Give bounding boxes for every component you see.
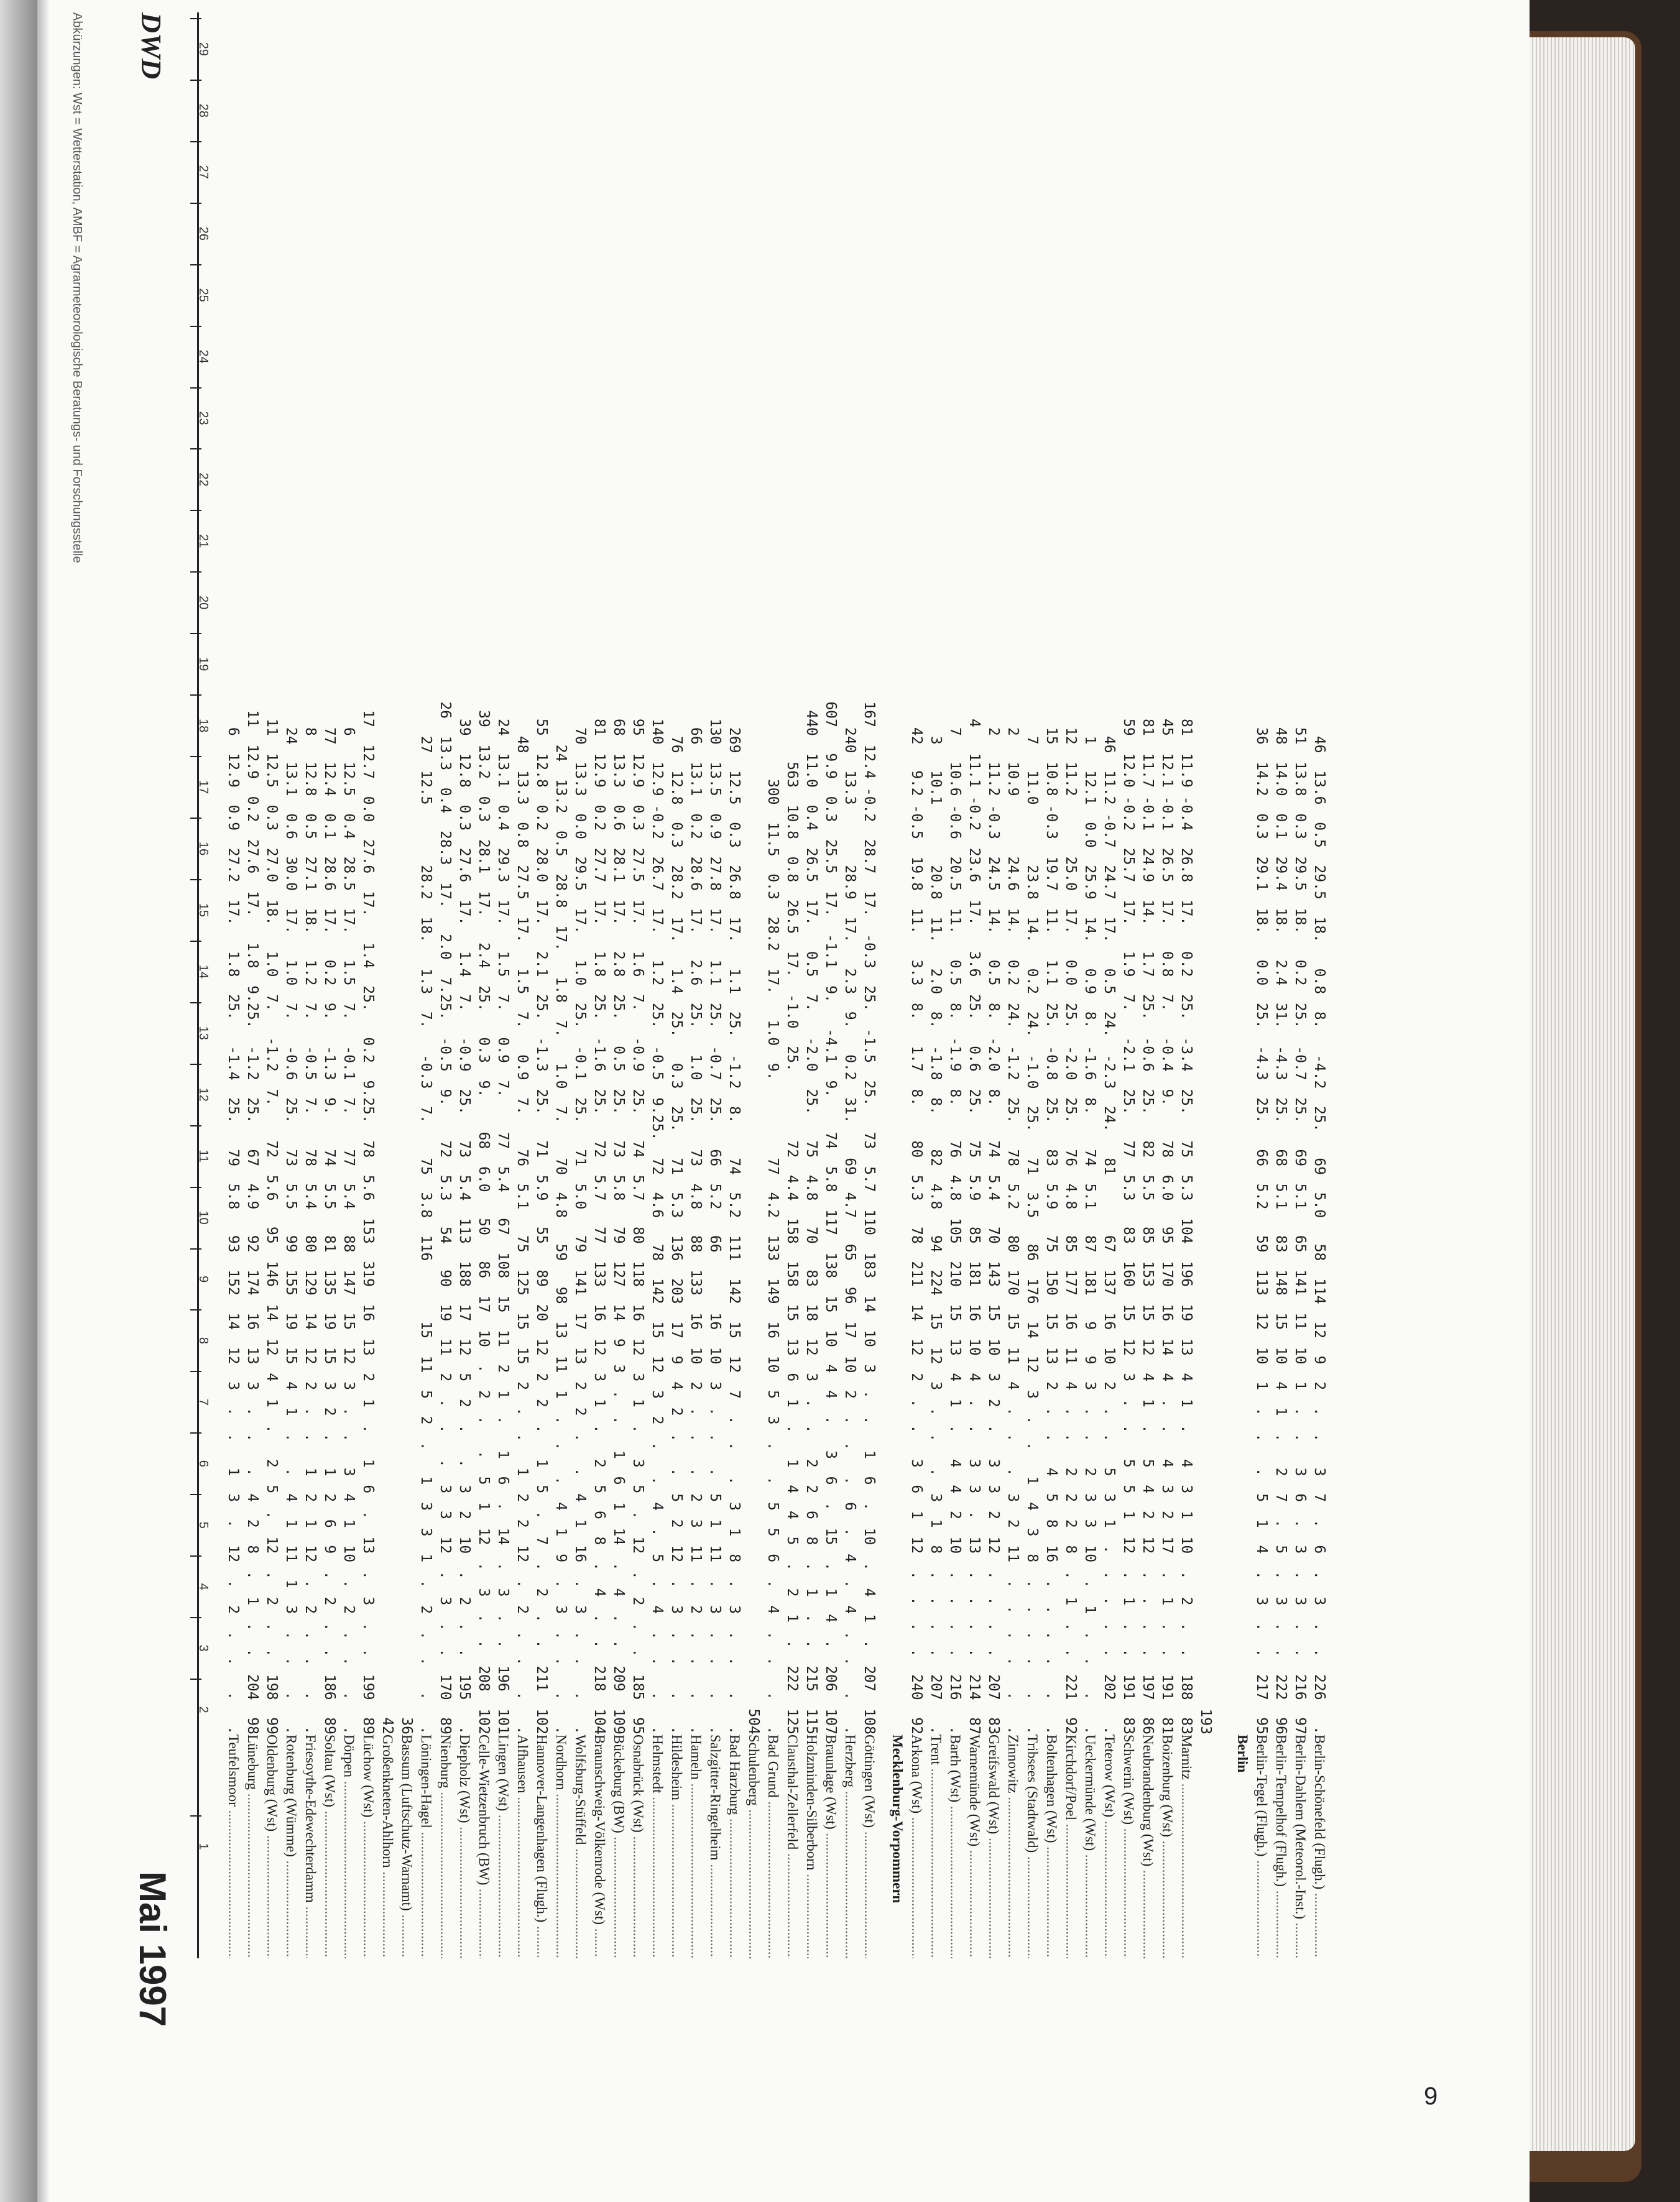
station-values [648,12,667,1734]
station-values-text: 2 11.2 -0.3 24.5 14. 0.5 8. -2.0 8. 74 5.4 70 143 15 10 3 2 . 3 3 2 12 . . . . 207 83 [985,727,1002,1734]
table-row [1196,12,1215,1958]
abbreviation-note: Abkürzungen: Wst = Wetterstation, AMBF = Agrarmeteorologische Beratungs- und Forschungsstelle [70,12,84,563]
station-name: Boizenburg (Wst) ..... [1158,1734,1176,1958]
table-row [725,12,744,1958]
station-values [320,12,339,1734]
table-row [320,12,339,1958]
station-values [1119,12,1138,1734]
station-values [339,12,358,1734]
station-values-text: 36 14.2 0.3 29.1 18. 0.0 25. -4.3 25. 66 5.2 59 113 12 10 1 . . . 5 1 4 . 3 . . 217 95 [1253,727,1270,1734]
column-number: 14 [196,964,210,979]
station-values-text: 95 12.9 0.3 27.5 17. 1.6 7. -0.9 25. 74 5.7 80 118 16 12 3 1 . 3 5 . 12 . 2 . . 185 95 [630,719,646,1734]
column-number: 11 [196,1149,210,1163]
station-values-text: 24 13.1 0.6 30.0 17. 1.0 7. -0.6 25. 73 5.5 99 155 19 15 4 1 . . 4 1 11 1 3 . . . . [283,727,299,1734]
column-tick [190,1371,201,1372]
station-name: Braunlage (Wst) ..... [821,1734,840,1958]
station-values [532,12,551,1734]
table-row [965,12,984,1958]
station-values-text: 6 12.9 0.9 27.2 17. 1.8 25. -1.4 25. 79 5.8 93 152 14 12 3 . . 1 3 . 12 . 2 . . . . [225,727,241,1734]
column-number: 15 [196,903,210,918]
table-row [984,12,1003,1958]
station-values [571,12,589,1734]
station-values [667,12,686,1734]
station-values-text: 15 10.8 -0.3 19.7 11. 1.1 25. -0.8 25. 83 5.9 75 150 15 13 2 . . 4 5 8 16 . . . . . . [1043,727,1059,1734]
station-name: Kirchdorf/Poel ..... [1061,1734,1080,1958]
station-name: Hildesheim ..... [667,1734,686,1958]
station-values [783,12,801,1734]
column-tick [190,1187,201,1188]
column-number: 16 [196,841,210,856]
month-title: Mai 1997 [132,1871,173,2027]
column-number: 21 [196,534,210,548]
station-values [1061,12,1080,1734]
station-values-text: 563 10.8 0.8 26.5 17. -1.0 25. 72 4.4 158 158 15 13 6 1 . 1 4 4 5 . 2 1 . 222 125 [784,762,800,1734]
column-tick [190,1064,201,1065]
station-values-text: 269 12.5 0.3 26.8 17. 1.1 25. -1.2 8. 74 5.2 111 142 15 12 7 . . . 3 1 8 . 3 . . . . [726,727,742,1734]
station-values-text: 51 13.8 0.3 29.5 18. 0.2 25. -0.7 25. 69 5.1 65 141 11 10 1 . . 3 6 . 3 . 3 . . 216 97 [1292,727,1308,1734]
station-values-text: 1 12.1 0.0 25.9 14. 0.9 8. -1.6 8. 74 5.1 87 181 9 9 3 . . 2 3 3 10 . 1 . . . . [1082,735,1098,1734]
station-values-text: 46 11.2 -0.7 24.7 17. 0.5 24. -2.3 24. 81 67 137 16 10 2 . . 5 3 1 . . . . . 202 . [1101,735,1117,1734]
column-tick [190,818,201,819]
table-row [513,12,532,1958]
station-values-text: 3 10.1 20.8 11. 2.0 8. -1.8 8. 82 4.8 94 224 15 12 3 . . . 3 1 8 . . . . 207 . [928,735,944,1734]
column-tick [190,941,201,942]
station-name: Lingen (Wst) ..... [494,1734,512,1958]
column-tick [190,326,201,327]
station-name: Arkona (Wst) ..... [907,1734,926,1958]
rotated-table-sheet [37,12,1530,2126]
station-values-text: 240 13.3 28.9 17. 2.3 9. 0.2 31. 69 4.7 65 96 17 10 2 . . . 6 . 4 . 4 . . . . [842,727,858,1734]
station-values-text: 12 11.2 25.0 17. 0.0 25. -2.0 25. 76 4.8 85 177 16 11 4 . . 2 2 2 8 . 1 . . 221 92 [1063,727,1079,1734]
table-row [1158,12,1176,1958]
table-row [243,12,262,1958]
page-number: 9 [1424,2083,1438,2110]
station-values-text: 39 12.8 0.3 27.6 17. 1.4 7. -0.9 25. 73 5.4 113 188 17 12 5 2 . . 3 2 10 . 2 . . 195 . [456,719,473,1734]
station-name: Nordhorn ..... [552,1734,570,1958]
station-name: Ueckermünde (Wst) ..... [1081,1734,1099,1958]
table-row [1119,12,1138,1958]
table-row [397,12,416,1958]
station-name: Zinnowitz ..... [1004,1734,1022,1958]
station-values [474,12,493,1734]
group-heading-label: Berlin [1235,1734,1250,1773]
station-name: Diepholz (Wst) ..... [455,1734,474,1958]
table-row [436,12,455,1958]
station-values-text: 36 [399,1717,415,1734]
station-name: Hannover-Langenhagen (Flugh.) ..... [532,1734,551,1958]
station-name: Alfhausen ..... [513,1734,532,1958]
station-values [764,12,782,1734]
station-values-text: 81 11.9 -0.4 26.8 17. 0.2 25. -3.4 25. 75 5.3 104 196 19 13 4 1 . 4 3 1 10 . 2 . . 188 83 [1178,719,1194,1734]
station-values-text: 48 14.0 0.1 29.4 18. 2.4 31. -4.3 25. 68 5.1 83 148 15 10 4 1 . 2 7 . 5 . 3 . . 222 96 [1273,727,1289,1734]
station-name: Barth (Wst) ..... [946,1734,964,1958]
table-row [1177,12,1196,1958]
climate-table [205,12,1530,1958]
station-values-text: 26 13.3 0.4 28.3 17. 2.0 7.25. -0.5 9. 72 5.3 54 90 19 11 2 . . . 3 3 12 . 3 . . 170 89 [437,701,453,1734]
station-name: Salzgitter-Ringelheim ..... [706,1734,724,1958]
station-values-text: 27 12.5 28.2 18. 1.3 7. -0.3 7. 75 3.8 116 15 11 5 2 . 1 3 3 1 . 2 . . . . [418,735,434,1734]
station-name: Celle-Wietzenbruch (BW) ..... [474,1734,493,1958]
station-values-text: 70 13.3 0.0 29.5 17. 1.0 25. -0.1 25. 71 5.0 79 141 17 13 2 2 . . 4 1 16 . 3 . . . . [572,727,588,1734]
station-values [282,12,300,1734]
station-name: Tribsees (Stadtwald) ..... [1023,1734,1041,1958]
station-values-text: 193 [1198,1708,1214,1734]
column-number: 4 [196,1583,210,1590]
station-values-text: 17 12.7 0.0 27.6 17. 1.4 25. 0.2 9.25. 78 5.6 153 319 16 13 2 1 . 1 6 . 13 . 3 . . 199 89 [360,710,376,1734]
station-values [1100,12,1119,1734]
column-number: 10 [196,1210,210,1225]
table-row [1138,12,1157,1958]
station-name: Greifswald (Wst) ..... [984,1734,1003,1958]
table-row [1023,12,1041,1958]
station-values-text: 68 13.3 0.6 28.1 17. 2.8 25. 0.5 25. 73 5.8 79 127 14 9 3 . . 1 6 1 14 . 4 . . 209 109 [611,719,627,1734]
table-row [744,12,763,1958]
table-row [946,12,964,1958]
station-values-text: 48 13.3 0.8 27.5 17. 1.5 7. 0.9 7. 76 5.1 75 125 15 15 2 . . 1 2 2 12 . 2 . . . . [514,735,530,1734]
column-number: 20 [196,596,210,610]
station-values [609,12,628,1734]
station-values [1252,12,1271,1734]
station-values [590,12,609,1734]
column-tick [190,387,201,389]
station-name: Göttingen (Wst) ..... [860,1734,879,1958]
station-values-text: 607 9.9 0.3 25.5 17. -1.1 9. -4.1 9. 74 5.8 117 138 15 10 4 4 . 3 6 . 15 . 1 4 . 206 107 [823,701,839,1734]
station-name: Neubrandenburg (Wst) ..... [1138,1734,1157,1958]
station-values [686,12,705,1734]
station-values-text: 440 11.0 0.4 26.5 17. 0.5 7. -2.0 25. 75 4.8 70 83 18 12 3 . . 2 2 6 8 . 1 . . 215 115 [803,710,819,1734]
station-values [1177,12,1196,1734]
table-row [359,12,377,1958]
table-row [1042,12,1061,1958]
station-values [744,12,763,1734]
station-values [629,12,647,1734]
station-values [1138,12,1157,1734]
column-tick [190,1125,201,1126]
table-row [494,12,512,1958]
column-tick [190,1309,201,1311]
station-values-text: 6 12.5 0.4 28.5 17. 1.5 7. -0.1 7. 77 5.4 88 147 15 12 3 . . 3 4 1 10 . 2 . . . . [341,727,357,1734]
column-number: 29 [196,42,210,57]
station-values-text: 140 12.9 -0.2 26.7 17. 1.2 25. -0.5 9.25. 72 4.6 78 142 15 12 3 2 . . 4 . 5 . 4 . . . . [649,719,665,1734]
table-row [860,12,879,1958]
column-number: 28 [196,103,210,117]
station-values [802,12,821,1734]
table-row [301,12,320,1958]
column-tick [190,80,201,81]
column-number: 13 [196,1026,210,1040]
station-name: Wolfsburg-Stüffeld ..... [571,1734,589,1958]
column-tick [190,571,201,573]
station-values [907,12,926,1734]
station-name: Marnitz ..... [1177,1734,1196,1958]
station-name: Bückeburg (BW) ..... [609,1734,628,1958]
station-values [455,12,474,1734]
station-values [397,12,416,1734]
column-tick [190,1494,201,1495]
station-values-text: 7 11.0 23.8 14. 0.2 24. -1.0 25. 71 3.5 86 176 14 12 3 . . 1 4 3 8 . . . . . . [1024,735,1040,1734]
column-number: 2 [196,1706,210,1713]
column-tick [190,1002,201,1003]
station-values-text: 42 9.2 -0.5 19.8 11. 3.3 8. 1.7 8. 80 5.3 78 211 14 12 2 . . 3 6 1 12 . . . . 240 92 [908,727,925,1734]
station-name: Lüchow (Wst) ..... [359,1734,377,1958]
station-values [494,12,512,1734]
column-number: 24 [196,349,210,364]
station-name: Osnabrück (Wst) ..... [629,1734,647,1958]
column-tick [190,141,201,142]
station-values [224,12,242,1734]
table-row [686,12,705,1958]
station-values-text: 24 13.2 0.5 28.8 17. 1.8 7. 1.0 7. 70 4.8 59 98 13 11 1 . . . 4 1 9 . 3 . . . . [553,744,569,1734]
station-values [1004,12,1022,1734]
station-values [1272,12,1290,1734]
group-heading [1233,12,1252,1958]
table-row [821,12,840,1958]
station-values [946,12,964,1734]
station-values [860,12,879,1734]
table-row [706,12,724,1958]
station-values-text: 24 13.1 0.4 29.3 17. 1.5 7. 0.9 7. 77 5.4 67 108 15 11 2 1 . 1 6 . 14 . 3 . . 196 101 [495,719,511,1734]
station-values-text: 130 13.5 0.9 27.8 17. 1.1 25. -0.7 25. 66 5.2 66 16 10 3 . . . 5 1 11 . 3 . . . . [707,719,723,1734]
station-name: Herzberg ..... [841,1734,859,1958]
page-edges [1511,37,1635,2151]
group-heading [888,12,907,1958]
station-values-text: 11 12.5 0.3 27.0 18. 1.0 7. -1.2 7. 72 5.6 95 146 14 12 4 1 . 2 5 . 12 . 2 . . 198 99 [264,719,280,1734]
station-values-text: 81 12.9 0.2 27.7 17. 1.8 25. -1.6 25. 72 5.7 77 133 16 12 3 1 . 2 5 6 8 . 4 . . 218 104 [591,719,607,1734]
station-values [1023,12,1041,1734]
station-name: Lüneburg ..... [243,1734,262,1958]
table-row [609,12,628,1958]
station-values-text: 76 12.8 0.3 28.2 17. 1.4 25. 0.3 25. 71 5.3 136 203 17 9 4 2 . . 5 2 12 . 3 . . . . [668,735,685,1734]
table-row [1004,12,1022,1958]
column-tick [190,694,201,696]
table-row [532,12,551,1958]
facing-page-edge [0,0,37,2202]
column-number: 7 [196,1398,210,1406]
station-name: Teterow (Wst) ..... [1100,1734,1119,1958]
station-values [301,12,320,1734]
station-values-text: 4 11.1 -0.2 23.6 17. 3.6 25. 0.6 25. 75 5.9 85 181 16 10 4 . . 3 3 . 13 . . . . 214 87 [966,719,982,1734]
group-heading-label: Mecklenburg-Vorpommern [890,1734,905,1904]
column-tick [190,203,201,204]
station-values-text: 42 [379,1717,395,1734]
column-number: 17 [196,780,210,795]
column-number: 22 [196,472,210,487]
station-values [965,12,984,1734]
station-values [926,12,945,1734]
column-number: 19 [196,657,210,671]
station-name: Berlin-Tegel (Flugh.) ..... [1252,1734,1271,1958]
station-name: Schulenberg ..... [744,1734,763,1958]
table-row [1272,12,1290,1958]
column-number: 18 [196,719,210,733]
station-name: Oldenburg (Wst) ..... [262,1734,281,1958]
station-values-text: 300 11.5 0.3 28.2 17. 1.0 9. 77 4.2 133 149 16 10 5 3 . . 5 5 6 . 4 . . . . [765,778,781,1734]
column-number: 12 [196,1087,210,1102]
station-values-text: 2 10.9 24.6 14. 0.2 24. -1.2 25. 78 5.2 80 170 15 11 4 . . . 3 2 11 . . . . . . [1005,727,1021,1734]
station-values [1158,12,1176,1734]
book-page [37,0,1530,2202]
column-number: 1 [196,1843,210,1850]
station-values [821,12,840,1734]
station-name: Boltenhagen (Wst) ..... [1042,1734,1061,1958]
station-name: Teufelsmoor ..... [224,1734,242,1958]
station-name: Braunschweig-Völkenrode (Wst) ..... [590,1734,609,1958]
table-row [1252,12,1271,1958]
station-name: Nienburg ..... [436,1734,455,1958]
station-values-text: 77 12.4 0.1 28.6 17. 0.2 9. -1.3 9. 74 5.5 81 135 19 15 3 2 . 1 2 6 9 . 2 . . 186 89 [321,727,338,1734]
table-row [648,12,667,1958]
table-row [552,12,570,1958]
column-number: 26 [196,226,210,241]
station-name: Bad Grund ..... [764,1734,782,1958]
column-tick [190,1617,201,1618]
station-values [378,12,397,1734]
station-values [1042,12,1061,1734]
station-values [436,12,455,1734]
station-values [984,12,1003,1734]
station-values [243,12,262,1734]
table-row [802,12,821,1958]
table-row [282,12,300,1958]
station-values [841,12,859,1734]
station-values-text: 81 11.7 -0.1 24.9 14. 1.7 25. -0.6 25. 82 5.5 85 153 15 12 4 1 . 5 4 2 12 . . . . 197 86 [1140,719,1156,1734]
station-values-text: 504 [745,1708,762,1734]
table-row [455,12,474,1958]
table-row [474,12,493,1958]
column-tick [190,1815,201,1817]
table-row [783,12,801,1958]
station-values-text: 8 12.8 0.5 27.1 18. 1.2 7. -0.5 7. 78 5.4 80 129 14 12 2 . . 1 2 1 12 . 2 . . . . [302,727,318,1734]
station-name: Holzminden-Silberborn ..... [802,1734,821,1958]
station-name: Bad Harzburg ..... [725,1734,744,1958]
station-values [706,12,724,1734]
station-name: Großenkneten-Ahlhorn ..... [378,1734,397,1958]
station-name: Berlin-Tempelhof (Flugh.) ..... [1272,1734,1290,1958]
station-values-text: 46 13.6 0.5 29.5 18. 0.8 8. -4.2 25. 69 5.0 58 114 12 9 2 . . 3 7 . 6 . 3 . . 226 . [1311,735,1327,1734]
table-row [841,12,859,1958]
column-number: 8 [196,1337,210,1344]
station-name: Helmstedt ..... [648,1734,667,1958]
station-values-text: 11 12.9 0.2 27.6 17. 1.8 9.25. -1.2 25. 67 4.9 92 174 16 13 3 . . . 4 2 8 . 1 . . 204 98 [244,710,261,1734]
station-name: Dörpen ..... [339,1734,358,1958]
station-name: Friesoythe-Edewechterdamm ..... [301,1734,320,1958]
station-values [1291,12,1309,1734]
station-values [552,12,570,1734]
station-values [262,12,281,1734]
column-number: 3 [196,1644,210,1652]
column-number: 25 [196,288,210,302]
table-row [1100,12,1119,1958]
column-tick [190,756,201,757]
station-values-text: 167 12.4 -0.2 28.7 17. -0.3 25. -1.5 25. 73 5.7 110 183 14 10 3 . . 1 6 . 10 . 4 1 . 207 108 [861,701,877,1734]
column-tick [190,18,201,19]
station-values [513,12,532,1734]
table-row [224,12,242,1958]
station-values-text: 7 10.6 -0.6 20.5 11. 0.5 8. -1.9 8. 76 4.8 105 210 15 13 4 1 . 4 4 2 10 . . . . 216 . [947,727,963,1734]
station-values [417,12,435,1734]
station-name: Berlin-Dahlem (Meteorol.-Inst.) ..... [1291,1734,1309,1958]
station-name: Soltau (Wst) ..... [320,1734,339,1958]
station-values [725,12,744,1734]
station-values-text: 45 12.1 -0.1 26.5 17. 0.8 7. -0.4 9. 78 6.0 95 170 16 14 4 . . 4 3 2 17 . 1 . . 191 81 [1159,719,1175,1734]
station-values [1196,12,1215,1734]
station-values [1081,12,1099,1734]
table-row [417,12,435,1958]
column-tick [190,1432,201,1434]
station-name: Clausthal-Zellerfeld ..... [783,1734,801,1958]
station-values-text: 39 13.2 0.3 28.1 17. 2.4 25. 0.3 9. 68 6.0 50 86 17 10 . 2 . . 5 1 12 . 3 . . 208 102 [476,710,492,1734]
station-name: Rotenburg (Wümme) ..... [282,1734,300,1958]
station-values-text: 59 12.0 -0.2 25.7 17. 1.9 7. -2.1 25. 77 5.3 83 160 15 12 3 . . 5 5 1 12 . 1 . . 191 83 [1120,719,1137,1734]
publisher-label: DWD [136,12,167,80]
table-row [571,12,589,1958]
table-row [1081,12,1099,1958]
column-tick [190,510,201,511]
station-values [359,12,377,1734]
table-row [907,12,926,1958]
column-tick [190,264,201,265]
column-tick [190,1679,201,1680]
table-row [590,12,609,1958]
column-tick [190,1248,201,1250]
table-row [1061,12,1080,1958]
column-number: 6 [196,1460,210,1467]
station-values-text: 55 12.8 0.2 28.0 17. 2.1 25. -1.3 25. 71 5.9 55 89 20 12 2 2 . 1 5 . 7 . 2 . . 211 102 [533,719,550,1734]
station-values-text: 66 13.1 0.2 28.6 17. 2.6 25. 1.0 25. 73 4.8 88 133 16 10 2 . . . 2 3 11 . 2 . . . . [688,727,704,1734]
table-row [1310,12,1329,1958]
table-row [1291,12,1309,1958]
column-number: 9 [196,1275,210,1283]
station-name: Hameln ..... [686,1734,705,1958]
table-row [339,12,358,1958]
station-name: Berlin-Schönefeld (Flugh.) ..... [1310,1734,1329,1958]
column-tick [190,879,201,880]
station-values [1310,12,1329,1734]
table-row [378,12,397,1958]
column-tick [190,633,201,634]
column-number: 27 [196,165,210,179]
table-row [764,12,782,1958]
column-tick [190,1555,201,1557]
column-number: 23 [196,411,210,425]
column-number: 5 [196,1521,210,1529]
table-row [926,12,945,1958]
station-name: Warnemünde (Wst) ..... [965,1734,984,1958]
station-name: Löningen-Hagel ..... [417,1734,435,1958]
table-row [667,12,686,1958]
station-name: Trent ..... [926,1734,945,1958]
table-row [629,12,647,1958]
station-name: Bassum (Luftschutz-Warnamt) ..... [397,1734,416,1958]
column-tick [190,448,201,449]
table-row [262,12,281,1958]
station-name: Schwerin (Wst) ..... [1119,1734,1138,1958]
